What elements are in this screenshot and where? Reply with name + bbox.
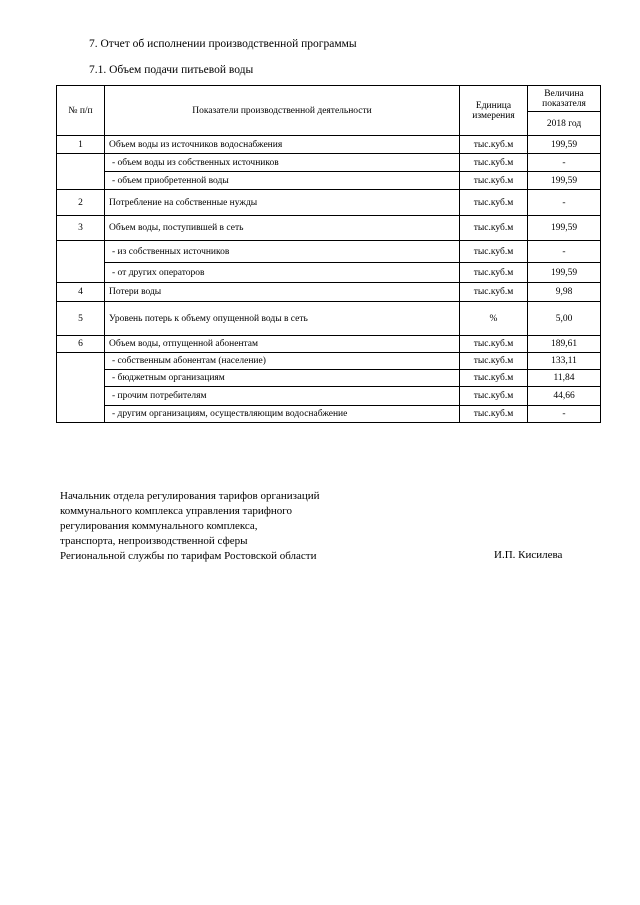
row-unit: тыс.куб.м — [460, 370, 528, 387]
row-unit: тыс.куб.м — [460, 283, 528, 302]
row-unit: тыс.куб.м — [460, 406, 528, 423]
row-number: 3 — [57, 216, 105, 241]
signature-block — [60, 489, 320, 564]
row-value: - — [528, 190, 601, 216]
table-row — [57, 302, 601, 336]
table-row — [57, 263, 601, 283]
row-unit: тыс.куб.м — [460, 216, 528, 241]
row-unit: тыс.куб.м — [460, 353, 528, 370]
header-num: № п/п — [57, 86, 105, 136]
row-indicator: - другим организациям, осуществляющим водоснабжение — [105, 406, 460, 423]
row-value: - — [528, 241, 601, 263]
row-indicator: Объем воды, отпущенной абонентам — [105, 336, 460, 353]
table-row — [57, 190, 601, 216]
row-value: 199,59 — [528, 172, 601, 190]
row-number: 2 — [57, 190, 105, 216]
row-unit: тыс.куб.м — [460, 336, 528, 353]
row-unit: тыс.куб.м — [460, 136, 528, 154]
row-value: 199,59 — [528, 216, 601, 241]
row-indicator: Объем воды, поступившей в сеть — [105, 216, 460, 241]
header-indicator: Показатели производственной деятельности — [105, 86, 460, 136]
table-row — [57, 216, 601, 241]
header-value: Величина показателя — [528, 86, 601, 112]
header-year: 2018 год — [528, 112, 601, 136]
table-row — [57, 406, 601, 423]
row-unit: тыс.куб.м — [460, 387, 528, 406]
row-indicator: - от других операторов — [105, 263, 460, 283]
signature-line: регулирования коммунального комплекса, — [60, 520, 258, 532]
row-indicator: - прочим потребителям — [105, 387, 460, 406]
section-heading: 7. Отчет об исполнении производственной программы — [89, 38, 357, 50]
row-value: - — [528, 154, 601, 172]
signature-line: транспорта, непроизводственной сферы — [60, 535, 248, 547]
water-supply-table — [56, 85, 601, 423]
row-indicator: Потери воды — [105, 283, 460, 302]
table-row — [57, 387, 601, 406]
signature-line: Начальник отдела регулирования тарифов организаций — [60, 490, 320, 502]
header-unit: Единица измерения — [460, 86, 528, 136]
row-indicator: - из собственных источников — [105, 241, 460, 263]
table-row — [57, 154, 601, 172]
row-number: 6 — [57, 336, 105, 353]
row-unit: тыс.куб.м — [460, 154, 528, 172]
row-value: 189,61 — [528, 336, 601, 353]
row-unit: тыс.куб.м — [460, 241, 528, 263]
row-value: 199,59 — [528, 263, 601, 283]
row-indicator: Объем воды из источников водоснабжения — [105, 136, 460, 154]
row-value: 9,98 — [528, 283, 601, 302]
row-number: 5 — [57, 302, 105, 336]
subsection-heading: 7.1. Объем подачи питьевой воды — [89, 64, 254, 76]
row-number — [57, 353, 105, 423]
row-indicator: Потребление на собственные нужды — [105, 190, 460, 216]
table-row — [57, 353, 601, 370]
row-number: 4 — [57, 283, 105, 302]
row-number — [57, 241, 105, 283]
row-value: 5,00 — [528, 302, 601, 336]
row-indicator: - объем воды из собственных источников — [105, 154, 460, 172]
signer-name: И.П. Кисилева — [494, 549, 563, 561]
row-value: 44,66 — [528, 387, 601, 406]
row-value: 199,59 — [528, 136, 601, 154]
table-row — [57, 336, 601, 353]
row-unit: тыс.куб.м — [460, 190, 528, 216]
signature-line: коммунального комплекса управления тарифного — [60, 505, 292, 517]
table-row — [57, 283, 601, 302]
row-value: 133,11 — [528, 353, 601, 370]
row-number: 1 — [57, 136, 105, 154]
table-row — [57, 370, 601, 387]
row-number — [57, 154, 105, 190]
row-indicator: Уровень потерь к объему опущенной воды в сеть — [105, 302, 460, 336]
row-value: - — [528, 406, 601, 423]
table-row — [57, 172, 601, 190]
row-unit: % — [460, 302, 528, 336]
row-unit: тыс.куб.м — [460, 263, 528, 283]
row-indicator: - собственным абонентам (население) — [105, 353, 460, 370]
table-row — [57, 136, 601, 154]
row-indicator: - бюджетным организациям — [105, 370, 460, 387]
row-unit: тыс.куб.м — [460, 172, 528, 190]
row-indicator: - объем приобретенной воды — [105, 172, 460, 190]
row-value: 11,84 — [528, 370, 601, 387]
table-row — [57, 241, 601, 263]
signature-line: Региональной службы по тарифам Ростовской области — [60, 550, 317, 562]
